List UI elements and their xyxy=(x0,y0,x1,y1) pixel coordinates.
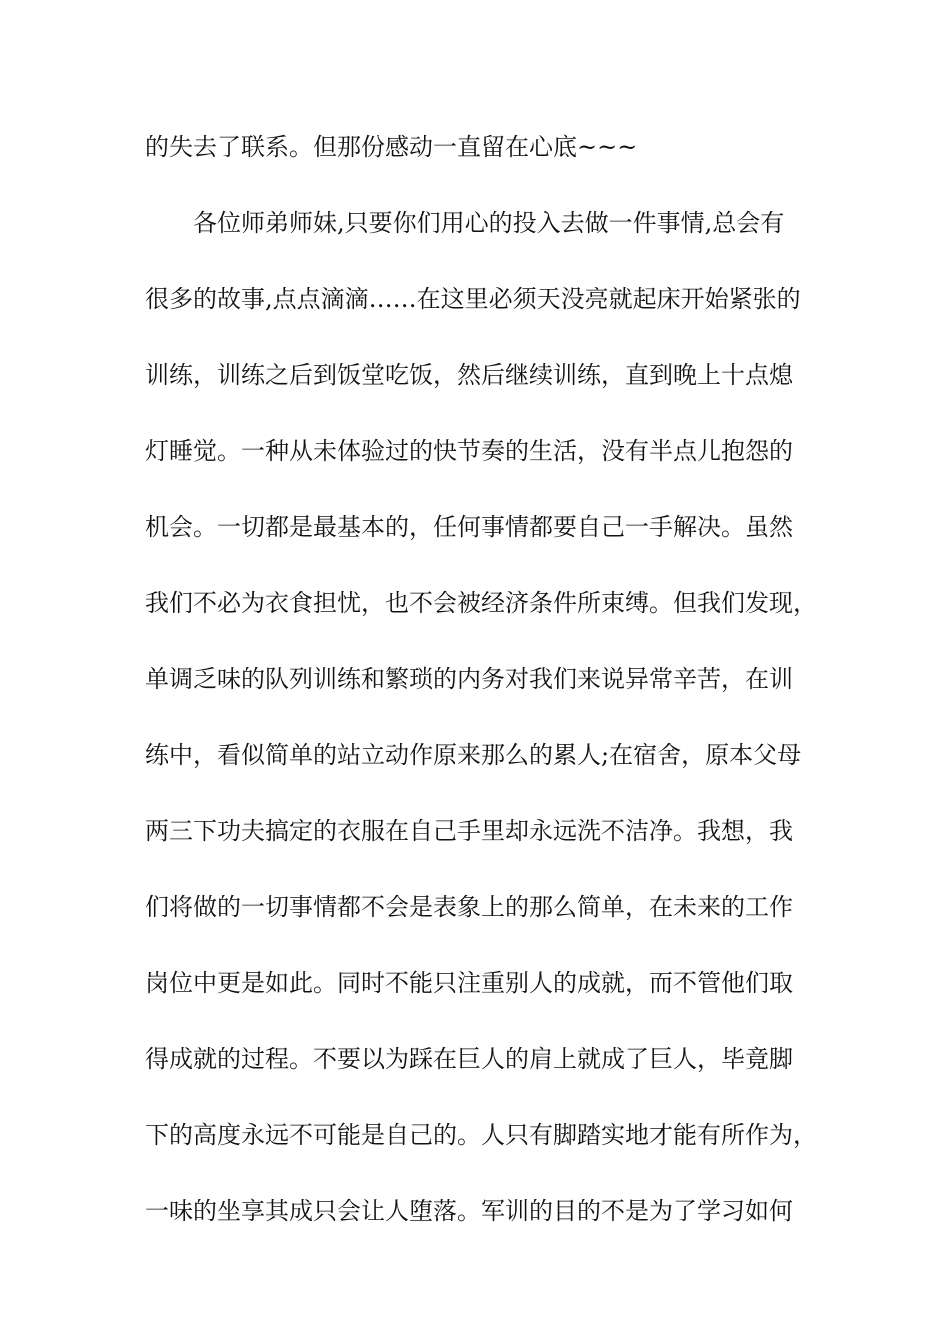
text-line-9: 练中，看似简单的站立动作原来那么的累人;在宿舍，原本父母 xyxy=(145,741,802,769)
text-line-4: 训练，训练之后到饭堂吃饭，然后继续训练，直到晚上十点熄 xyxy=(145,361,793,389)
text-line-2: 各位师弟师妹,只要你们用心的投入去做一件事情,总会有 xyxy=(193,209,785,237)
text-line-6: 机会。一切都是最基本的，任何事情都要自己一手解决。虽然 xyxy=(145,513,793,541)
text-line-7: 我们不必为衣食担忧，也不会被经济条件所束缚。但我们发现， xyxy=(145,589,817,617)
text-line-10: 两三下功夫搞定的衣服在自己手里却永远洗不洁净。我想，我 xyxy=(145,817,793,845)
text-line-15: 一味的坐享其成只会让人堕落。军训的目的不是为了学习如何 xyxy=(145,1197,793,1225)
text-line-14: 下的高度永远不可能是自己的。人只有脚踏实地才能有所作为， xyxy=(145,1121,817,1149)
text-line-5: 灯睡觉。一种从未体验过的快节奏的生活，没有半点儿抱怨的 xyxy=(145,437,793,465)
text-line-11: 们将做的一切事情都不会是表象上的那么简单，在未来的工作 xyxy=(145,893,793,921)
text-line-12: 岗位中更是如此。同时不能只注重别人的成就，而不管他们取 xyxy=(145,969,793,997)
text-line-8: 单调乏味的队列训练和繁琐的内务对我们来说异常辛苦，在训 xyxy=(145,665,793,693)
text-line-13: 得成就的过程。不要以为踩在巨人的肩上就成了巨人，毕竟脚 xyxy=(145,1045,793,1073)
text-line-1: 的失去了联系。但那份感动一直留在心底~~~ xyxy=(145,133,638,161)
text-line-3: 很多的故事,点点滴滴……在这里必须天没亮就起床开始紧张的 xyxy=(145,285,801,313)
